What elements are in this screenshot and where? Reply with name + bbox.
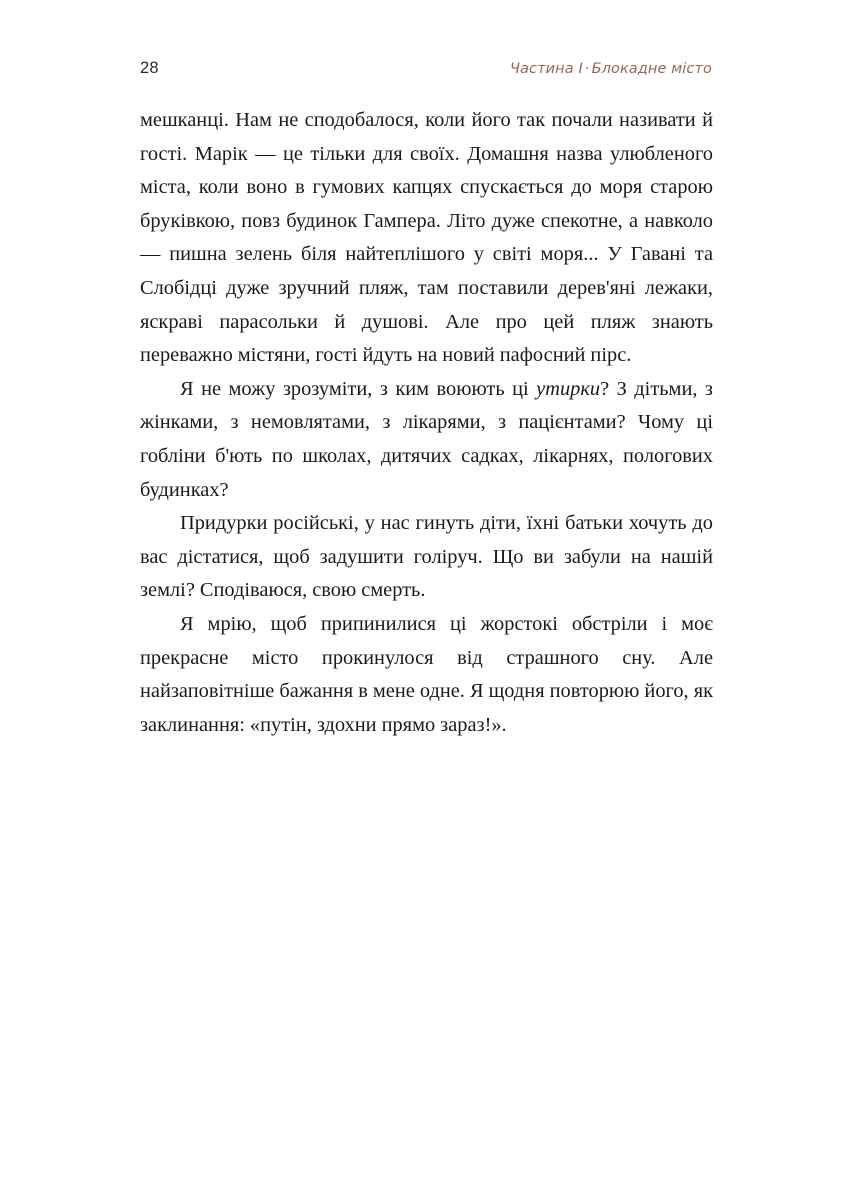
- paragraph-2-tail: ? З дітьми, з жінками, з немовлятами, з лікарями, з пацієнтами? Чому ці гобліни б'ють по школах, дитячих садках, лікарнях, пологових будинках?: [140, 377, 713, 501]
- running-title: [510, 62, 712, 77]
- running-head: [140, 60, 712, 86]
- running-title-chapter: Блокадне місто: [591, 61, 712, 77]
- page-number: 28: [140, 59, 159, 77]
- paragraph-4: Я мрію, щоб припинилися ці жорстокі обстріли і моє прекрасне місто прокинулося від страшного сну. Але найзаповітніше бажання в мене одне. Я щодня повторюю його, як заклинання: «путін, здохни прямо зараз!».: [140, 612, 713, 736]
- paragraph-2: [140, 373, 713, 507]
- body-text: [140, 104, 713, 742]
- running-title-part: Частина I: [510, 61, 583, 77]
- paragraph-2-lead: Я не можу зрозуміти, з ким воюють ці: [180, 377, 537, 400]
- paragraph-1: мешканці. Нам не сподобалося, коли його так почали називати й гості. Марік — це тільки для своїх. Домашня назва улюбленого міста, коли воно в гумових капцях спускається до моря старою бруківкою, повз будинок Гампера. Літо дуже спекотне, а навколо — пишна зелень біля найтеплішого у світі моря... У Гавані та Слобідці дуже зручний пляж, там поставили дерев'яні лежаки, яскраві парасольки й душові. Але про цей пляж знають переважно містяни, гості йдуть на новий пафосний пірс.: [140, 109, 713, 367]
- emphasized-term: утирки: [536, 377, 601, 400]
- paragraph-3: Придурки російські, у нас гинуть діти, їхні батьки хочуть до вас дістатися, щоб задушити голіруч. Що ви забули на нашій землі? Сподіваюся, свою смерть.: [140, 512, 713, 602]
- running-title-separator: ·: [584, 61, 590, 77]
